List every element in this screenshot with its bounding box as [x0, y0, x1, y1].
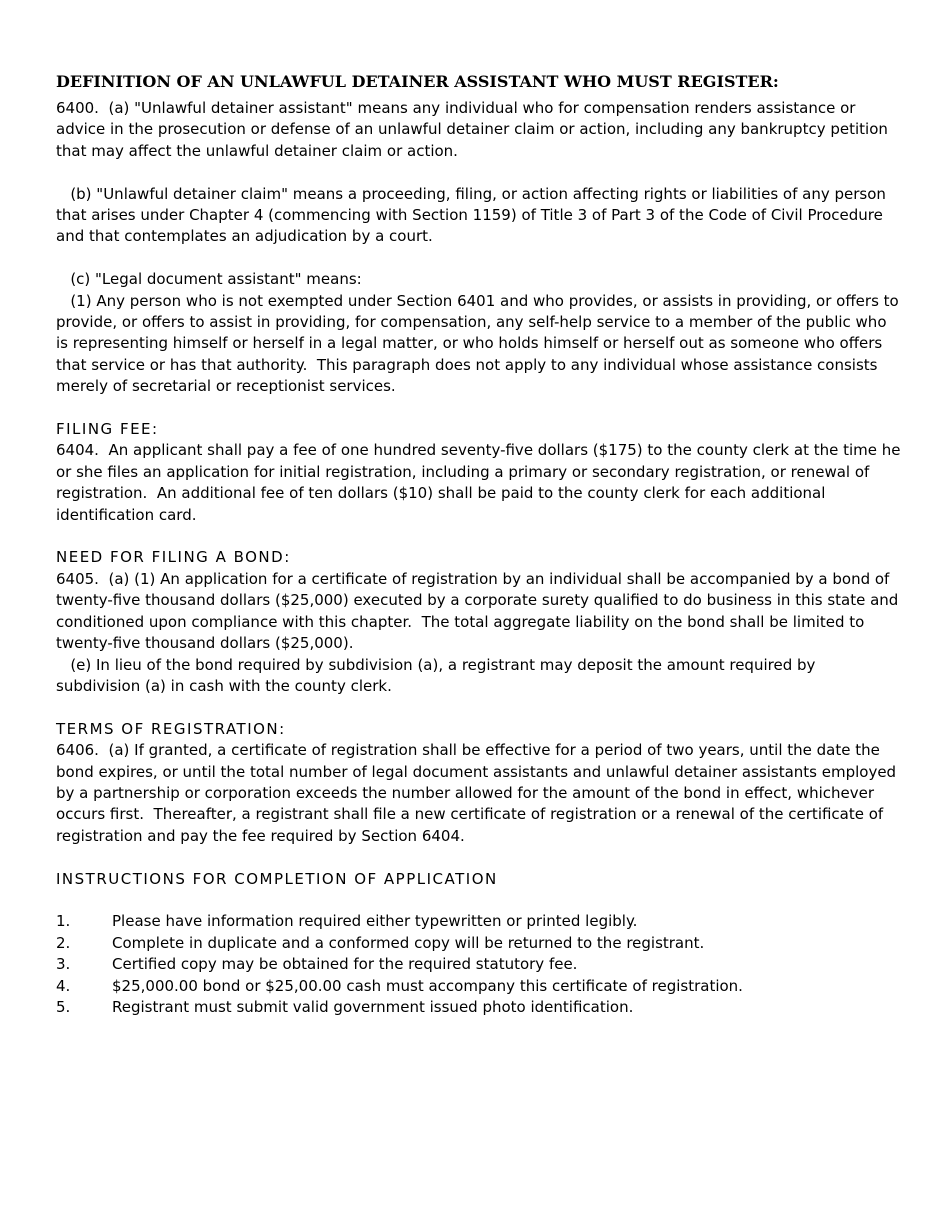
section-6405-e: (e) In lieu of the bond required by subdivision (a), a registrant may deposit the amount required by subdivision (a) in cash with the county clerk.	[56, 655, 821, 695]
list-text: Registrant must submit valid government issued photo identification.	[112, 997, 634, 1016]
terms-heading: TERMS OF REGISTRATION:	[56, 719, 286, 738]
section-6405-a: 6405. (a) (1) An application for a certificate of registration by an individual shall be accompanied by a bond of twenty-five thousand dollars ($25,000) executed by a corporate surety qualified to do business in this state and conditioned upon compliance with this chapter. The total aggregate liability on the bond shall be limited to twenty-five thousand dollars ($25,000).	[56, 569, 904, 653]
list-text: Certified copy may be obtained for the required statutory fee.	[112, 955, 578, 974]
instructions-list	[56, 911, 901, 1018]
section-6400-c-1: (1) Any person who is not exempted under Section 6401 and who provides, or assists in providing, or offers to provide, or offers to assist in providing, for compensation, any self-help service to a member of the public who is representing himself or herself in a legal matter, or who holds himself or herself out as someone who offers that service or has that authority. This paragraph does not apply to any individual whose assistance consists merely of secretarial or receptionist services.	[56, 291, 904, 396]
spacer	[56, 398, 901, 419]
list-item	[56, 933, 901, 954]
list-text: Complete in duplicate and a conformed copy will be returned to the registrant.	[112, 933, 705, 952]
list-text: Please have information required either typewritten or printed legibly.	[112, 912, 638, 931]
spacer	[56, 697, 901, 718]
list-text: $25,000.00 bond or $25,00.00 cash must accompany this certificate of registration.	[112, 976, 743, 995]
list-number: 3.	[56, 955, 71, 974]
list-number: 2.	[56, 933, 71, 952]
section-6400-a: 6400. (a) "Unlawful detainer assistant" means any individual who for compensation renders assistance or advice in the prosecution or defense of an unlawful detainer claim or action, including any bankruptcy petition that may affect the unlawful detainer claim or action.	[56, 99, 893, 160]
definition-heading: DEFINITION OF AN UNLAWFUL DETAINER ASSISTANT WHO MUST REGISTER:	[56, 72, 779, 91]
spacer	[56, 248, 901, 269]
spacer	[56, 526, 901, 547]
section-6406: 6406. (a) If granted, a certificate of registration shall be effective for a period of two years, until the date the bond expires, or until the total number of legal document assistants and unlawful detainer assistants employed by a partnership or corporation exceeds the number allowed for the amount of the bond in effect, whichever occurs first. Thereafter, a registrant shall file a new certificate of registration or a renewal of the certificate of registration and pay the fee required by Section 6404.	[56, 741, 901, 845]
list-item	[56, 954, 901, 975]
spacer	[56, 162, 901, 183]
instructions-heading: INSTRUCTIONS FOR COMPLETION OF APPLICATION	[56, 869, 498, 888]
bond-heading: NEED FOR FILING A BOND:	[56, 548, 291, 567]
spacer	[56, 890, 901, 911]
list-item	[56, 911, 901, 932]
section-6400-b: (b) "Unlawful detainer claim" means a proceeding, filing, or action affecting rights or liabilities of any person that arises under Chapter 4 (commencing with Section 1159) of Title 3 of Part 3 of the Code of Civil Procedure and that contemplates an adjudication by a court.	[56, 184, 891, 246]
list-number: 4.	[56, 976, 71, 995]
list-number: 5.	[56, 997, 71, 1016]
filing-fee-heading: FILING FEE:	[56, 420, 159, 439]
spacer	[56, 847, 901, 868]
list-item	[56, 997, 901, 1018]
section-6404: 6404. An applicant shall pay a fee of one hundred seventy-five dollars ($175) to the county clerk at the time he or she files an application for initial registration, including a primary or secondary registration, or renewal of registration. An additional fee of ten dollars ($10) shall be paid to the county clerk for each additional identification card.	[56, 441, 906, 524]
section-6400-c: (c) "Legal document assistant" means:	[56, 270, 362, 289]
list-item	[56, 976, 901, 997]
list-number: 1.	[56, 912, 71, 931]
document-page	[56, 70, 906, 1018]
